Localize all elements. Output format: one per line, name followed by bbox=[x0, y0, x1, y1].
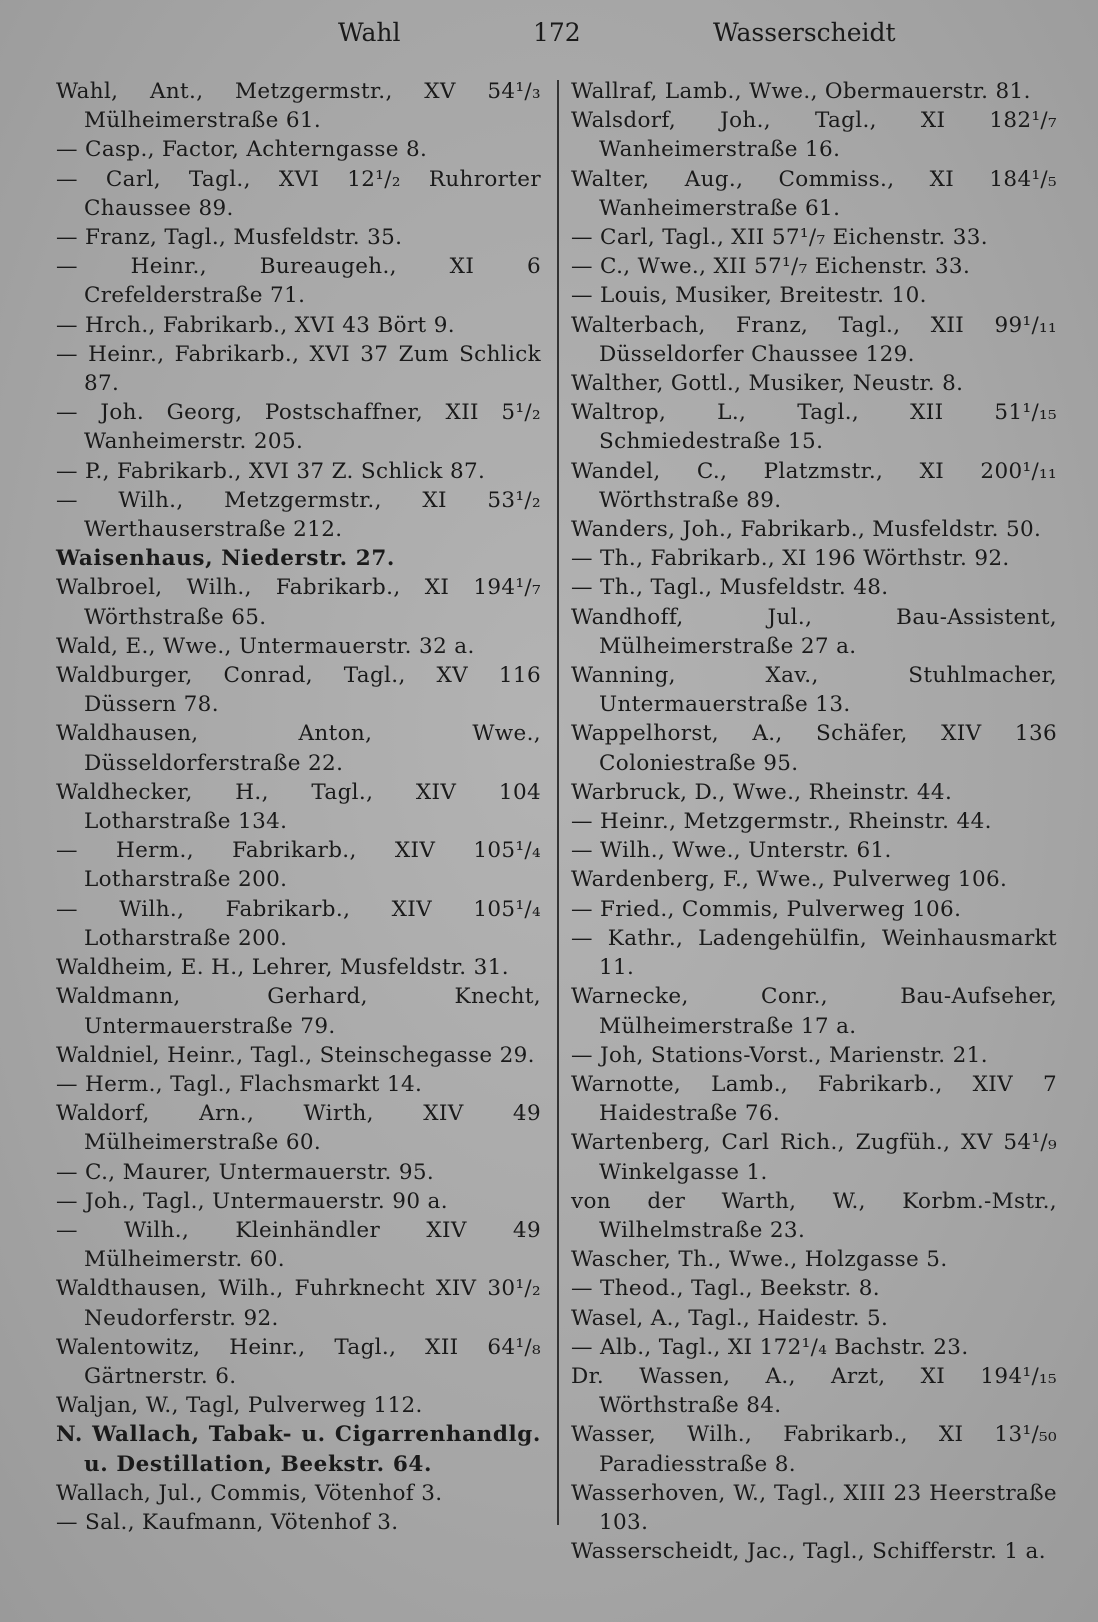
directory-entry: von der Warth, W., Korbm.-Mstr., Wilhelmstraße 23. bbox=[571, 1188, 1057, 1243]
directory-entry: — Sal., Kaufmann, Vötenhof 3. bbox=[56, 1509, 399, 1535]
directory-entry: — Wilh., Wwe., Unterstr. 61. bbox=[571, 838, 892, 864]
page-number: 172 bbox=[533, 18, 581, 47]
directory-entry: Waldmann, Gerhard, Knecht, Untermauerstraße 79. bbox=[56, 984, 541, 1039]
directory-entry: Waldhecker, H., Tagl., XIV 104 Lotharstraße 134. bbox=[56, 779, 541, 835]
directory-entry: — Heinr., Fabrikarb., XVI 37 Zum Schlick 87. bbox=[56, 341, 541, 397]
directory-entry: Wasel, A., Tagl., Haidestr. 5. bbox=[571, 1305, 889, 1331]
directory-entry: Wardenberg, F., Wwe., Pulverweg 106. bbox=[571, 867, 1008, 893]
directory-entry: — P., Fabrikarb., XVI 37 Z. Schlick 87. bbox=[56, 458, 486, 484]
directory-entry: Waldniel, Heinr., Tagl., Steinschegasse 29. bbox=[56, 1042, 535, 1068]
directory-entry: — Joh. Georg, Postschaffner, XII 5¹/₂ Wanheimerstr. 205. bbox=[56, 400, 541, 455]
directory-entry: Walther, Gottl., Musiker, Neustr. 8. bbox=[571, 371, 964, 397]
directory-entry: — Theod., Tagl., Beekstr. 8. bbox=[571, 1276, 880, 1302]
directory-entry: — Th., Fabrikarb., XI 196 Wörthstr. 92. bbox=[571, 546, 1010, 572]
directory-entry: Waldheim, E. H., Lehrer, Musfeldstr. 31. bbox=[56, 955, 509, 981]
directory-entry: Walterbach, Franz, Tagl., XII 99¹/₁₁ Düsseldorfer Chaussee 129. bbox=[571, 312, 1057, 367]
directory-entry: Wandel, C., Platzmstr., XI 200¹/₁₁ Wörthstraße 89. bbox=[571, 458, 1057, 513]
directory-entry: — C., Maurer, Untermauerstr. 95. bbox=[56, 1159, 435, 1185]
page-header bbox=[0, 18, 1098, 58]
directory-entry: Wasserhoven, W., Tagl., XIII 23 Heerstraße 103. bbox=[571, 1480, 1057, 1535]
directory-entry: Walsdorf, Joh., Tagl., XI 182¹/₇ Wanheimerstraße 16. bbox=[571, 108, 1057, 163]
directory-entry: Wahl, Ant., Metzgermstr., XV 54¹/₃ Mülheimerstraße 61. bbox=[56, 79, 541, 134]
directory-entry: Walentowitz, Heinr., Tagl., XII 64¹/₈ Gärtnerstr. 6. bbox=[56, 1334, 541, 1389]
directory-entry: Warbruck, D., Wwe., Rheinstr. 44. bbox=[571, 779, 953, 805]
directory-entry: Wandhoff, Jul., Bau-Assistent, Mülheimerstraße 27 a. bbox=[571, 604, 1057, 659]
column-divider bbox=[557, 80, 559, 1525]
directory-entry: — Louis, Musiker, Breitestr. 10. bbox=[571, 283, 927, 309]
directory-entry: Wasser, Wilh., Fabrikarb., XI 13¹/₅₀ Paradiesstraße 8. bbox=[571, 1422, 1057, 1477]
directory-entry: — Wilh., Kleinhändler XIV 49 Mülheimerstr. 60. bbox=[56, 1217, 541, 1273]
directory-entry: Waltrop, L., Tagl., XII 51¹/₁₅ Schmiedestraße 15. bbox=[571, 400, 1057, 455]
directory-entry: — Hrch., Fabrikarb., XVI 43 Bört 9. bbox=[56, 312, 455, 338]
directory-entry: — C., Wwe., XII 57¹/₇ Eichenstr. 33. bbox=[571, 254, 971, 280]
directory-entry: Wallach, Jul., Commis, Vötenhof 3. bbox=[56, 1480, 443, 1506]
directory-entry: — Joh, Stations-Vorst., Marienstr. 21. bbox=[571, 1042, 988, 1068]
directory-entry: — Heinr., Metzgermstr., Rheinstr. 44. bbox=[571, 809, 992, 835]
header-first-entry: Wahl bbox=[338, 18, 401, 47]
directory-entry: N. Wallach, Tabak- u. Cigarrenhandlg. u. Destillation, Beekstr. 64. bbox=[56, 1422, 541, 1477]
directory-entry: — Franz, Tagl., Musfeldstr. 35. bbox=[56, 225, 403, 251]
directory-entry: Walter, Aug., Commiss., XI 184¹/₅ Wanheimerstraße 61. bbox=[571, 166, 1057, 221]
directory-entry: — Wilh., Fabrikarb., XIV 105¹/₄ Lotharstraße 200. bbox=[56, 896, 541, 951]
directory-entry: — Carl, Tagl., XVI 12¹/₂ Ruhrorter Chaussee 89. bbox=[56, 166, 541, 221]
directory-entry: — Heinr., Bureaugeh., XI 6 Crefelderstraße 71. bbox=[56, 254, 541, 309]
directory-entry: — Herm., Fabrikarb., XIV 105¹/₄ Lotharstraße 200. bbox=[56, 838, 541, 893]
directory-entry: Waisenhaus, Niederstr. 27. bbox=[56, 546, 395, 572]
directory-entry: Wartenberg, Carl Rich., Zugfüh., XV 54¹/₉ Winkelgasse 1. bbox=[571, 1130, 1057, 1185]
directory-entry: Wanders, Joh., Fabrikarb., Musfeldstr. 50. bbox=[571, 517, 1042, 543]
header-last-entry: Wasserscheidt bbox=[713, 18, 896, 47]
directory-entry: Waljan, W., Tagl, Pulverweg 112. bbox=[56, 1393, 423, 1419]
directory-entry: Waldorf, Arn., Wirth, XIV 49 Mülheimerstraße 60. bbox=[56, 1101, 541, 1156]
directory-entry: — Fried., Commis, Pulverweg 106. bbox=[571, 896, 962, 922]
directory-entry: — Th., Tagl., Musfeldstr. 48. bbox=[571, 575, 889, 601]
directory-entry: Waldburger, Conrad, Tagl., XV 116 Düssern 78. bbox=[56, 663, 541, 718]
directory-entry: Wasserscheidt, Jac., Tagl., Schifferstr. 1 a. bbox=[571, 1539, 1046, 1565]
directory-entry: Wascher, Th., Wwe., Holzgasse 5. bbox=[571, 1247, 948, 1273]
right-column bbox=[571, 77, 1057, 1566]
directory-entry: — Carl, Tagl., XII 57¹/₇ Eichenstr. 33. bbox=[571, 225, 988, 251]
directory-entry: — Kathr., Ladengehülfin, Weinhausmarkt 11. bbox=[571, 925, 1057, 981]
directory-entry: — Joh., Tagl., Untermauerstr. 90 a. bbox=[56, 1188, 448, 1214]
directory-entry: — Herm., Tagl., Flachsmarkt 14. bbox=[56, 1071, 423, 1097]
directory-entry: Wald, E., Wwe., Untermauerstr. 32 a. bbox=[56, 633, 475, 659]
directory-entry: Wanning, Xav., Stuhlmacher, Untermauerstraße 13. bbox=[571, 663, 1057, 718]
directory-entry: Warnotte, Lamb., Fabrikarb., XIV 7 Haidestraße 76. bbox=[571, 1071, 1057, 1127]
directory-entry: Dr. Wassen, A., Arzt, XI 194¹/₁₅ Wörthstraße 84. bbox=[571, 1363, 1057, 1419]
directory-entry: Warnecke, Conr., Bau-Aufseher, Mülheimerstraße 17 a. bbox=[571, 984, 1057, 1039]
directory-entry: — Alb., Tagl., XI 172¹/₄ Bachstr. 23. bbox=[571, 1334, 969, 1360]
left-column bbox=[56, 77, 541, 1537]
directory-entry: Walbroel, Wilh., Fabrikarb., XI 194¹/₇ Wörthstraße 65. bbox=[56, 575, 541, 630]
directory-entry: Waldthausen, Wilh., Fuhrknecht XIV 30¹/₂ Neudorferstr. 92. bbox=[56, 1276, 541, 1331]
directory-entry: — Wilh., Metzgermstr., XI 53¹/₂ Werthauserstraße 212. bbox=[56, 487, 541, 543]
directory-entry: Wallraf, Lamb., Wwe., Obermauerstr. 81. bbox=[571, 79, 1031, 104]
directory-entry: Waldhausen, Anton, Wwe., Düsseldorferstraße 22. bbox=[56, 721, 541, 776]
directory-entry: — Casp., Factor, Achterngasse 8. bbox=[56, 137, 428, 163]
directory-entry: Wappelhorst, A., Schäfer, XIV 136 Coloniestraße 95. bbox=[571, 721, 1057, 776]
